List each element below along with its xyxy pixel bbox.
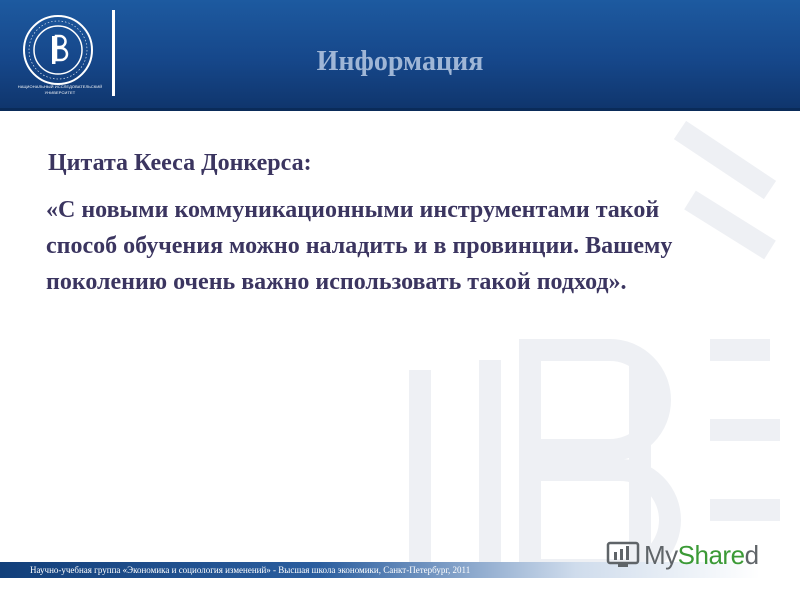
- myshared-watermark: [606, 538, 759, 572]
- footer-text: Научно-учебная группа «Экономика и социология изменений» - Высшая школа экономики, Санкт-Петербург, 2011: [30, 565, 471, 575]
- quote-heading: Цитата Кееса Донкерса:: [48, 150, 312, 176]
- page-title: Информация: [316, 46, 484, 77]
- slide-header: [0, 0, 800, 110]
- myshared-logo-text: MyShared: [644, 540, 759, 570]
- myshared-icon: [606, 540, 640, 570]
- logo-caption: НАЦИОНАЛЬНЫЙ ИССЛЕДОВАТЕЛЬСКИЙ УНИВЕРСИТЕТ: [17, 84, 103, 95]
- quote-block: [46, 148, 726, 300]
- quote-text: «С новыми коммуникационными инструментами такой способ обучения можно наладить и в провинции. Вашему поколению очень важно использовать такой подход».: [46, 197, 673, 295]
